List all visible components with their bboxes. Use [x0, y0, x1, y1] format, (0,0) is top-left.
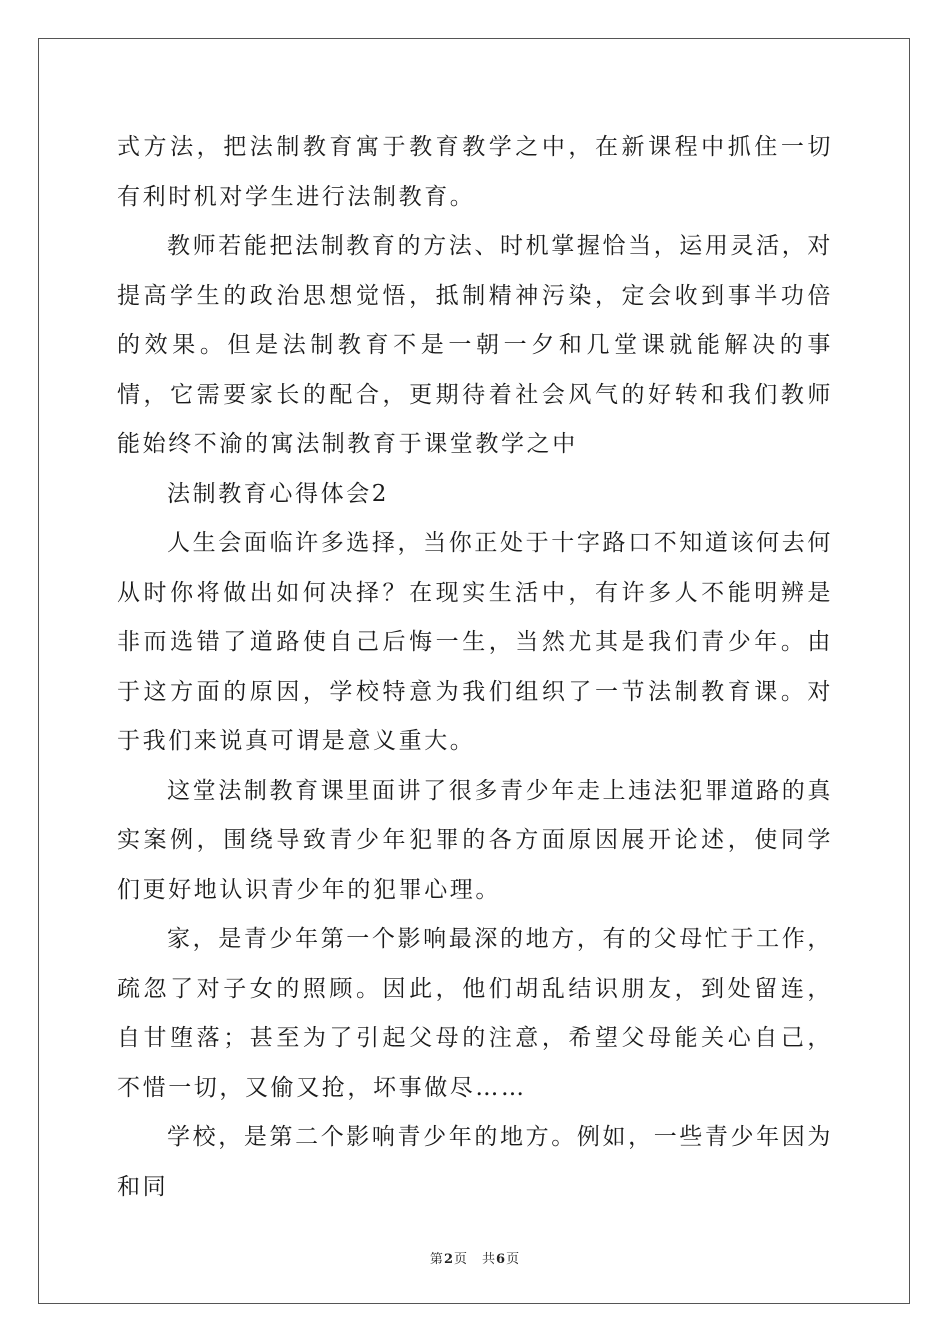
paragraph: 式方法，把法制教育寓于教育教学之中，在新课程中抓住一切有利时机对学生进行法制教育。 — [117, 134, 833, 210]
total-prefix: 共 — [482, 1252, 497, 1267]
document-body — [117, 123, 833, 1212]
section-heading: 法制教育心得体会2 — [167, 480, 390, 507]
page-footer — [0, 1248, 950, 1267]
page-suffix: 页 — [453, 1252, 468, 1267]
page-prefix: 第 — [429, 1252, 444, 1267]
paragraph: 学校，是第二个影响青少年的地方。例如，一些青少年因为和同 — [117, 1124, 833, 1200]
total-pages: 6 — [496, 1252, 507, 1267]
paragraph: 教师若能把法制教育的方法、时机掌握恰当，运用灵活，对提高学生的政治思想觉悟，抵制精神污染，定会收到事半功倍的效果。但是法制教育不是一朝一夕和几堂课就能解决的事情，它需要家长的配合，更期待着社会风气的好转和我们教师能始终不渝的寓法制教育于课堂教学之中 — [117, 233, 833, 457]
paragraph: 人生会面临许多选择，当你正处于十字路口不知道该何去何从时你将做出如何决择？在现实生活中，有许多人不能明辨是非而选错了道路使自己后悔一生，当然尤其是我们青少年。由于这方面的原因，学校特意为我们组织了一节法制教育课。对于我们来说真可谓是意义重大。 — [117, 530, 833, 754]
paragraph: 家，是青少年第一个影响最深的地方，有的父母忙于工作，疏忽了对子女的照顾。因此，他们胡乱结识朋友，到处留连，自甘堕落；甚至为了引起父母的注意，希望父母能关心自己，不惜一切，又偷又抢，坏事做尽…… — [117, 926, 833, 1101]
total-suffix: 页 — [506, 1252, 521, 1267]
page-number: 2 — [443, 1252, 454, 1267]
paragraph: 这堂法制教育课里面讲了很多青少年走上违法犯罪道路的真实案例，围绕导致青少年犯罪的各方面原因展开论述，使同学们更好地认识青少年的犯罪心理。 — [117, 777, 833, 903]
